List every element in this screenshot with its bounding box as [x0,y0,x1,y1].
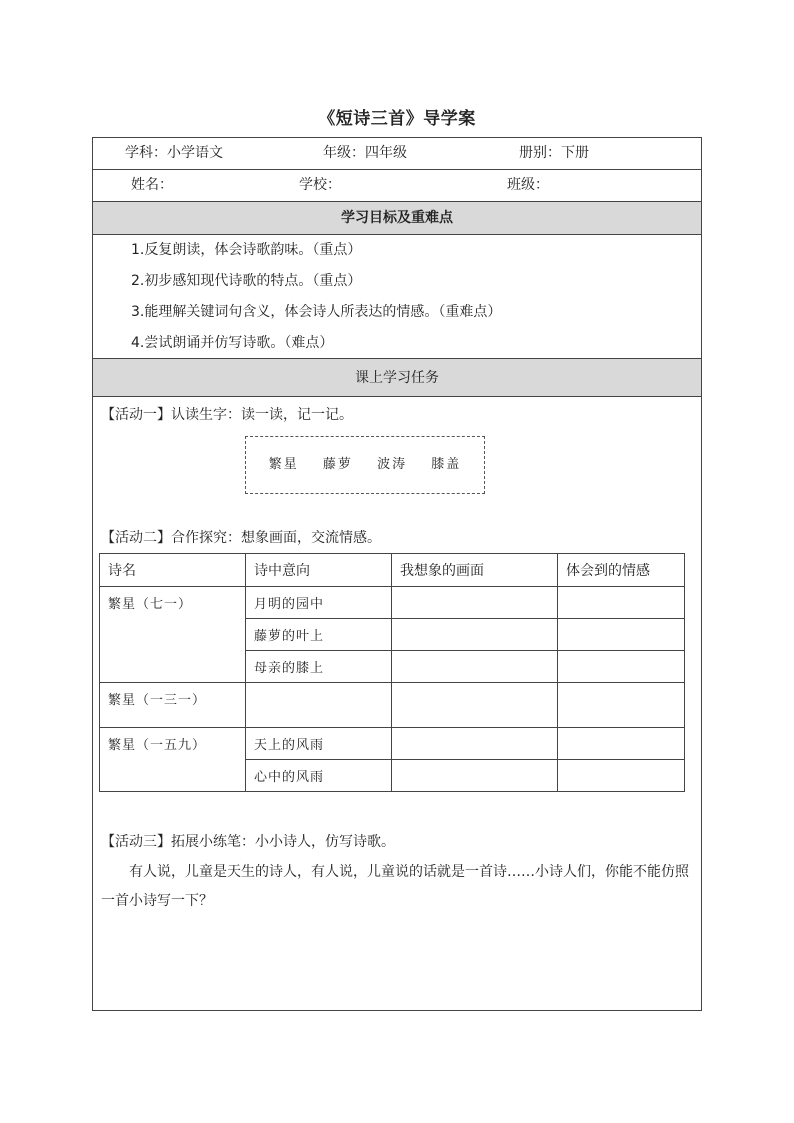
scene-cell[interactable] [392,760,558,792]
goal-item: 2.初步感知现代诗歌的特点。（重点） [131,273,362,289]
emotion-cell[interactable] [558,683,685,728]
emotion-cell[interactable] [558,619,685,651]
info-row-1 [93,138,701,170]
grade-field: 年级：四年级 [323,145,407,161]
scene-cell[interactable] [392,683,558,728]
scene-cell[interactable] [392,651,558,683]
poem-name-cell: 繁星（一五九） [100,728,246,792]
vocab-word: 藤萝 [322,457,353,472]
vocab-word: 膝盖 [431,457,462,472]
page-title: 《短诗三首》导学案 [318,109,476,129]
imagery-cell [246,683,392,728]
poem-name-cell: 繁星（一三一） [100,683,246,728]
school-field: 学校： [299,177,341,193]
name-field: 姓名： [131,177,173,193]
emotion-cell[interactable] [558,587,685,619]
imagery-cell: 心中的风雨 [246,760,392,792]
subject-field: 学科：小学语文 [125,145,223,161]
imagery-cell: 藤萝的叶上 [246,619,392,651]
header-imagery: 诗中意向 [246,554,392,587]
scene-cell[interactable] [392,587,558,619]
class-field: 班级： [507,177,549,193]
vocab-word: 波涛 [377,457,408,472]
goal-item: 3.能理解关键词句含义，体会诗人所表达的情感。（重难点） [131,304,502,320]
table-row [100,728,685,760]
emotion-cell[interactable] [558,728,685,760]
emotion-cell[interactable] [558,760,685,792]
goal-item: 1.反复朗读，体会诗歌韵味。（重点） [131,242,362,258]
scene-cell[interactable] [392,728,558,760]
activity-three-text: 有人说，儿童是天生的诗人，有人说，儿童说的话就是一首诗……小诗人们，你能不能仿照一首小诗写一下？ [101,864,689,909]
vocab-word: 繁星 [268,457,299,472]
imagery-cell: 天上的风雨 [246,728,392,760]
goals-heading: 学习目标及重难点 [93,202,701,235]
poem-name-cell: 繁星（七一） [100,587,246,683]
writing-area[interactable] [101,920,693,1004]
activity-one-label: 【活动一】认读生字：读一读，记一记。 [101,407,353,423]
table-row [100,587,685,619]
info-row-2 [93,170,701,202]
imagery-cell: 月明的园中 [246,587,392,619]
worksheet-frame [92,137,702,1011]
vocab-box [245,436,485,494]
tasks-heading: 课上学习任务 [93,359,701,397]
goals-section [93,235,701,359]
header-emotion: 体会到的情感 [558,554,685,587]
activity-two-label: 【活动二】合作探究：想象画面，交流情感。 [101,530,381,546]
table-row [100,683,685,728]
volume-field: 册别：下册 [519,145,589,161]
activity-three-label: 【活动三】拓展小练笔：小小诗人，仿写诗歌。 [101,834,395,850]
table-header-row [100,554,685,587]
poem-table [99,553,685,792]
emotion-cell[interactable] [558,651,685,683]
goal-item: 4.尝试朗诵并仿写诗歌。（难点） [131,335,334,351]
header-imagined-scene: 我想象的画面 [392,554,558,587]
scene-cell[interactable] [392,619,558,651]
imagery-cell: 母亲的膝上 [246,651,392,683]
header-poem-name: 诗名 [100,554,246,587]
